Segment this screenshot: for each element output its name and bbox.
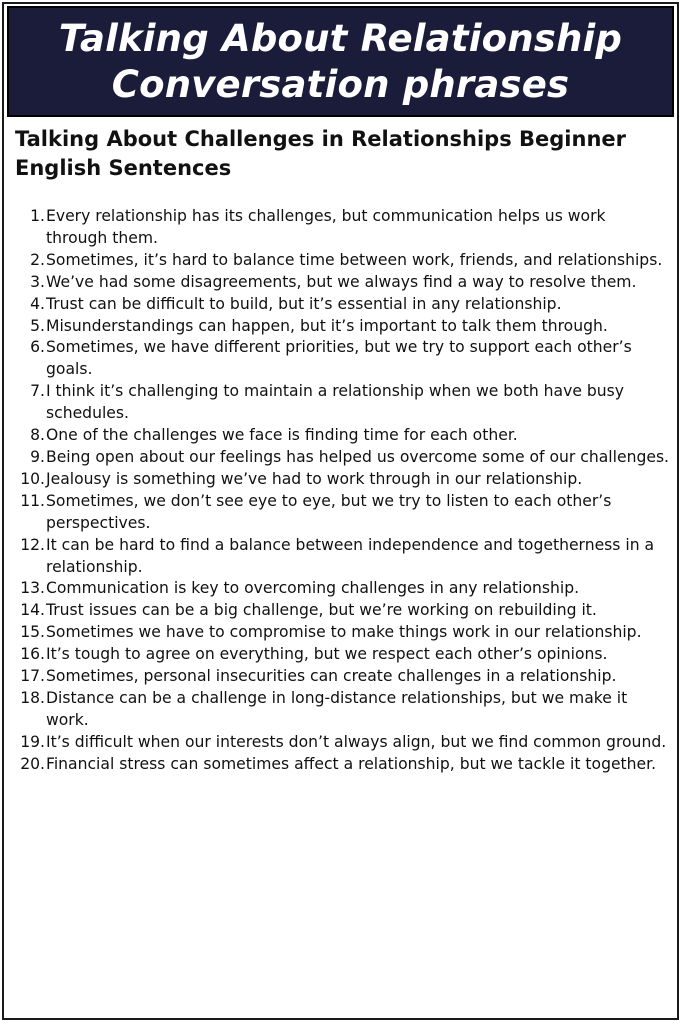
list-item xyxy=(0,578,683,600)
list-item-text: I think it’s challenging to maintain a relationship when we both have busy schedules. xyxy=(46,382,625,423)
list-item-text: It’s difficult when our interests don’t always align, but we find common ground. xyxy=(46,732,667,751)
list-item-text: It’s tough to agree on everything, but we respect each other’s opinions. xyxy=(46,645,608,664)
list-item-text: Being open about our feelings has helped us overcome some of our challenges. xyxy=(46,447,670,466)
list-item-number: 14. xyxy=(20,601,45,620)
list-item xyxy=(0,272,683,294)
list-item xyxy=(0,666,683,688)
list-item-text: Sometimes, we don’t see eye to eye, but we try to listen to each other’s perspectives. xyxy=(46,491,612,532)
list-item-text: Jealousy is something we’ve had to work through in our relationship. xyxy=(46,469,583,488)
list-item-number: 8. xyxy=(30,426,45,445)
list-item xyxy=(0,732,683,754)
list-item-text: Communication is key to overcoming challenges in any relationship. xyxy=(46,579,580,598)
list-item xyxy=(0,294,683,316)
list-item-text: Sometimes, it’s hard to balance time between work, friends, and relationships. xyxy=(46,250,663,269)
list-item-number: 7. xyxy=(30,382,45,401)
list-item-number: 6. xyxy=(30,338,45,357)
title-banner xyxy=(7,6,674,117)
list-item-text: Sometimes, personal insecurities can create challenges in a relationship. xyxy=(46,667,617,686)
banner-title-line-1: Talking About Relationship xyxy=(58,16,623,60)
list-item xyxy=(0,250,683,272)
list-item-text: Sometimes we have to compromise to make things work in our relationship. xyxy=(46,623,642,642)
list-item-text: Distance can be a challenge in long-distance relationships, but we make it work. xyxy=(46,688,628,729)
list-item xyxy=(0,316,683,338)
list-item xyxy=(0,381,683,425)
banner-title-line-2: Conversation phrases xyxy=(111,62,570,106)
list-item-number: 10. xyxy=(20,469,45,488)
list-item-number: 13. xyxy=(20,579,45,598)
list-item-number: 17. xyxy=(20,667,45,686)
list-item xyxy=(0,644,683,666)
list-item-text: One of the challenges we face is finding time for each other. xyxy=(46,426,518,445)
list-item xyxy=(0,337,683,381)
list-item-text: Financial stress can sometimes affect a relationship, but we tackle it together. xyxy=(46,754,657,773)
list-item-text: Misunderstandings can happen, but it’s important to talk them through. xyxy=(46,316,608,335)
list-item-number: 11. xyxy=(20,491,45,510)
list-item xyxy=(0,469,683,491)
list-item-number: 4. xyxy=(30,294,45,313)
list-item-text: It can be hard to find a balance between independence and togetherness in a relationship. xyxy=(46,535,655,576)
list-item-number: 18. xyxy=(20,688,45,707)
list-item-number: 9. xyxy=(30,447,45,466)
section-heading: Talking About Challenges in Relationships Beginner English Sentences xyxy=(15,127,626,180)
list-item xyxy=(0,206,683,250)
list-item xyxy=(0,447,683,469)
list-item-number: 19. xyxy=(20,732,45,751)
list-item xyxy=(0,754,683,776)
list-item xyxy=(0,622,683,644)
list-item-number: 2. xyxy=(30,250,45,269)
list-item-number: 12. xyxy=(20,535,45,554)
list-item-number: 15. xyxy=(20,623,45,642)
list-item-number: 20. xyxy=(20,754,45,773)
phrase-list xyxy=(0,206,683,776)
list-item-number: 1. xyxy=(30,207,45,225)
list-item-text: Trust can be difficult to build, but it’s essential in any relationship. xyxy=(46,294,562,313)
list-item xyxy=(0,688,683,732)
list-item-text: We’ve had some disagreements, but we always find a way to resolve them. xyxy=(46,272,637,291)
list-item xyxy=(0,600,683,622)
list-item-number: 16. xyxy=(20,645,45,664)
list-item xyxy=(0,491,683,535)
list-item xyxy=(0,425,683,447)
list-item-text: Trust issues can be a big challenge, but we’re working on rebuilding it. xyxy=(46,601,597,620)
list-item-text: Every relationship has its challenges, but communication helps us work through them. xyxy=(46,207,606,247)
list-item-text: Sometimes, we have different priorities, but we try to support each other’s goals. xyxy=(46,338,632,379)
list-item-number: 3. xyxy=(30,272,45,291)
list-item-number: 5. xyxy=(30,316,45,335)
list-item xyxy=(0,535,683,579)
